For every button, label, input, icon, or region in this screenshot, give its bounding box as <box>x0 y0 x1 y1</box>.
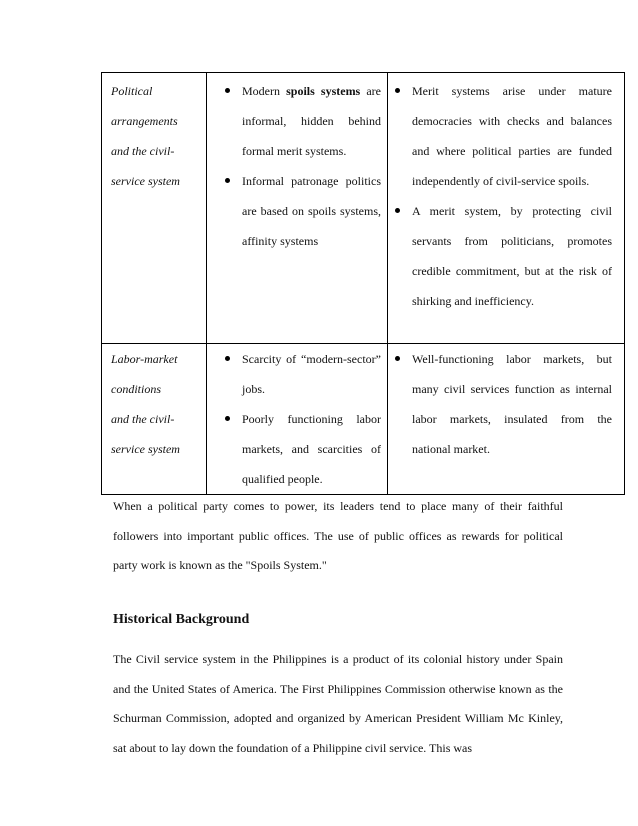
comparison-table <box>101 72 625 495</box>
list-item: Merit systems arise under mature democracies with checks and balances and where political parties are funded independently of civil-service spoils. <box>412 76 612 196</box>
bullet-list <box>207 344 387 494</box>
table-row <box>102 344 625 495</box>
body-paragraph: When a political party comes to power, its leaders tend to place many of their faithful followers into important public offices. The use of public offices as rewards for political party work is known as the "Spoils System." <box>113 499 563 572</box>
merit-column-cell <box>388 344 625 495</box>
list-item: A merit system, by protecting civil servants from politicians, promotes credible commitment, but at the risk of shirking and inefficiency. <box>412 196 612 316</box>
list-item: Poorly functioning labor markets, and scarcities of qualified people. <box>242 404 381 494</box>
bullet-list <box>388 344 624 464</box>
bullet-list <box>388 76 624 316</box>
list-item: Scarcity of “modern-sector” jobs. <box>242 344 381 404</box>
row-label-cell <box>102 73 207 344</box>
bullet-list <box>207 76 387 256</box>
body-paragraph: The Civil service system in the Philippines is a product of its colonial history under Spain and the United States of America. The First Philippines Commission otherwise known as the Schurman Commission, adopted and organized by American President William Mc Kinley, sat about to lay down the foundation of a Philippine civil service. This was <box>113 652 563 755</box>
row-label: Labor-market conditions and the civil- service system <box>111 352 180 456</box>
section-heading: Historical Background <box>113 612 250 627</box>
list-item: Informal patronage politics are based on spoils systems, affinity systems <box>242 166 381 256</box>
table-row <box>102 73 625 344</box>
list-item: Well-functioning labor markets, but many civil services function as internal labor markets, insulated from the national market. <box>412 344 612 464</box>
row-label-cell <box>102 344 207 495</box>
spoils-column-cell <box>207 344 388 495</box>
list-item: Modern spoils systems are informal, hidden behind formal merit systems. <box>242 76 381 166</box>
row-label: Political arrangements and the civil- service system <box>111 84 180 188</box>
merit-column-cell <box>388 73 625 344</box>
spoils-column-cell <box>207 73 388 344</box>
